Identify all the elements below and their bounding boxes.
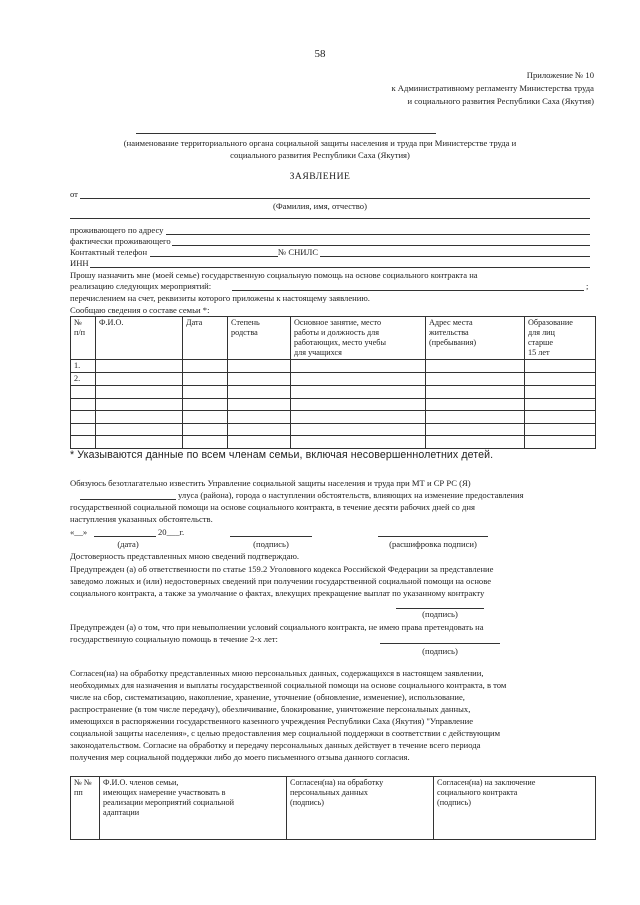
- table-cell[interactable]: [228, 360, 291, 373]
- table-cell[interactable]: [183, 360, 228, 373]
- family-col-number-l1: №: [74, 318, 82, 327]
- warning-2-signature-field[interactable]: [380, 643, 500, 644]
- consent-col-number-l2: пп: [74, 788, 83, 797]
- table-row: [71, 360, 596, 373]
- table-cell[interactable]: [525, 436, 596, 449]
- measures-field[interactable]: [232, 290, 584, 291]
- warning-2-line-2: государственную социальную помощь в течение 2-х лет:: [70, 634, 278, 644]
- org-name-line[interactable]: [136, 133, 436, 134]
- table-cell[interactable]: [183, 386, 228, 399]
- consent-col-contract-l2: социального контракта: [437, 788, 518, 797]
- consent-col-fio: [100, 777, 287, 840]
- table-cell[interactable]: [426, 411, 525, 424]
- table-cell[interactable]: [183, 411, 228, 424]
- signature-caption: (подпись): [253, 539, 289, 549]
- family-col-number-l2: п/п: [74, 328, 86, 337]
- warning-1-line-3: социального контракта, а также за умолчание о фактах, влекущих прекращение выплат по указанному контракту: [70, 588, 485, 598]
- consent-col-personal-data-l2: персональных данных: [290, 788, 368, 797]
- table-cell[interactable]: [183, 398, 228, 411]
- warning-1-line-1: Предупрежден (а) об ответственности по статье 159.2 Уголовного кодекса Российской Федерации за представление: [70, 564, 494, 574]
- consent-col-contract[interactable]: [434, 777, 596, 840]
- table-cell[interactable]: [228, 373, 291, 386]
- consent-col-fio-l2: имеющих намерение участвовать в: [103, 788, 226, 797]
- consent-line-6: социальной защиты населения», с целью предоставления мер социальной поддержки в соответствии с действующим: [70, 728, 501, 738]
- consent-line-8: получения мер социальной поддержки либо до моего письменного отзыва данного согласия.: [70, 752, 410, 762]
- decode-caption: (расшифровка подписи): [389, 539, 477, 549]
- table-cell[interactable]: [228, 436, 291, 449]
- row-number: 1.: [71, 360, 96, 373]
- table-cell[interactable]: [426, 398, 525, 411]
- table-row: [71, 386, 596, 399]
- warning-1-sign-caption: (подпись): [422, 609, 458, 619]
- table-cell[interactable]: [183, 373, 228, 386]
- family-col-date-l1: Дата: [186, 318, 203, 327]
- family-col-education-l1: Образование: [528, 318, 573, 327]
- phone-label: Контактный телефон: [70, 247, 148, 257]
- table-cell[interactable]: [426, 423, 525, 436]
- table-cell[interactable]: [525, 386, 596, 399]
- row-number: 2.: [71, 373, 96, 386]
- registered-address-field[interactable]: [166, 234, 590, 235]
- consent-col-fio-l3: реализации мероприятий социальной: [103, 798, 234, 807]
- consent-col-fio-l4: адаптации: [103, 808, 140, 817]
- table-cell[interactable]: [426, 373, 525, 386]
- actual-address-label: фактически проживающего: [70, 236, 171, 246]
- table-row: [71, 398, 596, 411]
- ulus-field[interactable]: [80, 499, 176, 500]
- obligation-line-4: наступления указанных обстоятельств.: [70, 514, 213, 524]
- consent-col-fio-l1: Ф.И.О. членов семьи,: [103, 778, 179, 787]
- actual-address-field[interactable]: [172, 245, 590, 246]
- row-number: [71, 423, 96, 436]
- obligation-line-3: государственной социальной помощи на основе социального контракта, в течение десяти рабочих дней со дня: [70, 502, 475, 512]
- snils-label: № СНИЛС: [278, 247, 319, 257]
- consent-table-header-row: [71, 777, 596, 840]
- family-col-relation: [228, 317, 291, 360]
- table-cell[interactable]: [96, 398, 183, 411]
- table-cell[interactable]: [291, 436, 426, 449]
- consent-col-number-l1: № №: [74, 778, 92, 787]
- date-caption: (дата): [117, 539, 139, 549]
- inn-label: ИНН: [70, 258, 89, 268]
- applicant-name-field[interactable]: [80, 198, 590, 199]
- consent-col-personal-data-l1: Согласен(на) на обработку: [290, 778, 384, 787]
- confirm-text: Достоверность представленных мною сведений подтверждаю.: [70, 551, 300, 561]
- table-cell[interactable]: [228, 423, 291, 436]
- table-cell[interactable]: [426, 360, 525, 373]
- family-col-education-l4: 15 лет: [528, 348, 550, 357]
- footnote: * Указываются данные по всем членам семьи, включая несовершеннолетних детей.: [70, 449, 494, 461]
- consent-line-3: числе на сбор, систематизацию, накопление, хранение, уточнение (обновление, изменение), использование,: [70, 692, 465, 702]
- obligation-line-1: Обязуюсь безотлагательно известить Управление социальной защиты населения и труда при МТ и СР РС (Я): [70, 478, 471, 488]
- obligation-line-2: улуса (района), города о наступлении обстоятельств, влияющих на изменение предоставления: [178, 490, 524, 500]
- table-cell[interactable]: [291, 423, 426, 436]
- table-row: [71, 423, 596, 436]
- applicant-name-field-2[interactable]: [70, 218, 590, 219]
- table-cell[interactable]: [96, 423, 183, 436]
- page-number: 58: [314, 48, 326, 60]
- family-col-education: [525, 317, 596, 360]
- phone-field[interactable]: [150, 256, 278, 257]
- table-cell[interactable]: [228, 386, 291, 399]
- family-col-occupation-l3: работающих, место учебы: [294, 338, 386, 347]
- family-col-address-l1: Адрес места: [429, 318, 473, 327]
- from-label: от: [70, 189, 78, 199]
- registered-address-label: проживающего по адресу: [70, 225, 164, 235]
- consent-col-contract-l3: (подпись): [437, 798, 471, 807]
- signature-field[interactable]: [230, 536, 312, 537]
- table-cell[interactable]: [96, 411, 183, 424]
- table-cell[interactable]: [228, 411, 291, 424]
- family-col-occupation: [291, 317, 426, 360]
- table-cell[interactable]: [426, 436, 525, 449]
- date-open: «__»: [70, 527, 88, 537]
- family-col-address-l2: жительства: [429, 328, 469, 337]
- family-col-date: [183, 317, 228, 360]
- consent-line-4: распространение (в том числе передачу), обезличивание, блокирование, уничтожение персональных данных,: [70, 704, 471, 714]
- family-col-fio-l1: Ф.И.О.: [99, 318, 124, 327]
- family-col-relation-l1: Степень: [231, 318, 260, 327]
- row-number: [71, 436, 96, 449]
- family-col-address: [426, 317, 525, 360]
- row-number: [71, 398, 96, 411]
- consent-line-1: Согласен(на) на обработку представленных мною персональных данных, содержащихся в настоящем заявлении,: [70, 668, 484, 678]
- family-intro: Сообщаю сведения о составе семьи *:: [70, 305, 210, 315]
- decode-field[interactable]: [378, 536, 488, 537]
- request-line-2: реализацию следующих мероприятий:: [70, 281, 212, 291]
- family-col-education-l2: для лиц: [528, 328, 555, 337]
- table-row: [71, 411, 596, 424]
- table-cell[interactable]: [426, 386, 525, 399]
- family-table: [70, 316, 596, 449]
- table-cell[interactable]: [291, 386, 426, 399]
- family-col-number: [71, 317, 96, 360]
- request-line-3: перечислением на счет, реквизиты которого приложены к настоящему заявлению.: [70, 293, 370, 303]
- table-cell[interactable]: [183, 423, 228, 436]
- appendix-ministry: и социального развития Республики Саха (Якутия): [407, 96, 594, 106]
- fio-caption: (Фамилия, имя, отчество): [273, 201, 367, 211]
- table-cell[interactable]: [525, 411, 596, 424]
- warning-1-line-2: заведомо ложных и (или) недостоверных сведений при получении государственной социальной помощи на основе: [70, 576, 492, 586]
- consent-col-contract-l1: Согласен(на) на заключение: [437, 778, 536, 787]
- table-cell[interactable]: [183, 436, 228, 449]
- family-col-relation-l2: родства: [231, 328, 258, 337]
- row-number: [71, 411, 96, 424]
- consent-col-personal-data-l3: (подпись): [290, 798, 324, 807]
- snils-field[interactable]: [320, 256, 590, 257]
- table-cell[interactable]: [291, 360, 426, 373]
- family-col-education-l3: старше: [528, 338, 553, 347]
- table-cell[interactable]: [96, 373, 183, 386]
- table-cell[interactable]: [228, 398, 291, 411]
- family-col-address-l3: (пребывания): [429, 338, 477, 347]
- consent-col-personal-data[interactable]: [287, 777, 434, 840]
- family-col-occupation-l1: Основное занятие, место: [294, 318, 382, 327]
- table-cell[interactable]: [525, 373, 596, 386]
- consent-table: [70, 776, 596, 840]
- consent-col-number: [71, 777, 100, 840]
- family-col-fio: [96, 317, 183, 360]
- table-cell[interactable]: [96, 436, 183, 449]
- appendix-number: Приложение № 10: [526, 70, 594, 80]
- table-row: [71, 373, 596, 386]
- appendix-regulation: к Административному регламенту Министерства труда: [391, 83, 594, 93]
- table-cell[interactable]: [291, 398, 426, 411]
- consent-line-7: законодательством. Согласие на обработку и передачу персональных данных действует в течение всего периода: [70, 740, 481, 750]
- table-cell[interactable]: [525, 360, 596, 373]
- row-number: [71, 386, 96, 399]
- table-cell[interactable]: [525, 423, 596, 436]
- org-caption-2: социального развития Республики Саха (Якутия): [230, 150, 410, 160]
- date-year: 20___г.: [158, 527, 185, 537]
- request-line-2-end: ;: [586, 281, 589, 291]
- document-title: ЗАЯВЛЕНИЕ: [289, 171, 351, 182]
- table-cell[interactable]: [96, 386, 183, 399]
- warning-2-sign-caption: (подпись): [422, 646, 458, 656]
- table-row: [71, 436, 596, 449]
- date-field[interactable]: [94, 536, 156, 537]
- consent-line-5: имеющихся в распоряжении государственного казенного учреждения Республики Саха (Якутия) "Управление: [70, 716, 474, 726]
- family-table-header-row: [71, 317, 596, 360]
- warning-2-line-1: Предупрежден (а) о том, что при невыполнении условий социального контракта, не имею права претендовать на: [70, 622, 484, 632]
- family-col-occupation-l2: работы и должность для: [294, 328, 380, 337]
- org-caption-1: (наименование территориального органа социальной защиты населения и труда при Министерстве труда и: [123, 138, 517, 148]
- table-cell[interactable]: [291, 373, 426, 386]
- table-cell[interactable]: [96, 360, 183, 373]
- request-line-1: Прошу назначить мне (моей семье) государственную социальную помощь на основе социального контракта на: [70, 270, 478, 280]
- inn-field[interactable]: [90, 267, 590, 268]
- family-col-occupation-l4: для учащихся: [294, 348, 342, 357]
- table-cell[interactable]: [525, 398, 596, 411]
- consent-line-2: необходимых для назначения и выплаты государственной социальной помощи на основе социального контракта, в том: [70, 680, 507, 690]
- table-cell[interactable]: [291, 411, 426, 424]
